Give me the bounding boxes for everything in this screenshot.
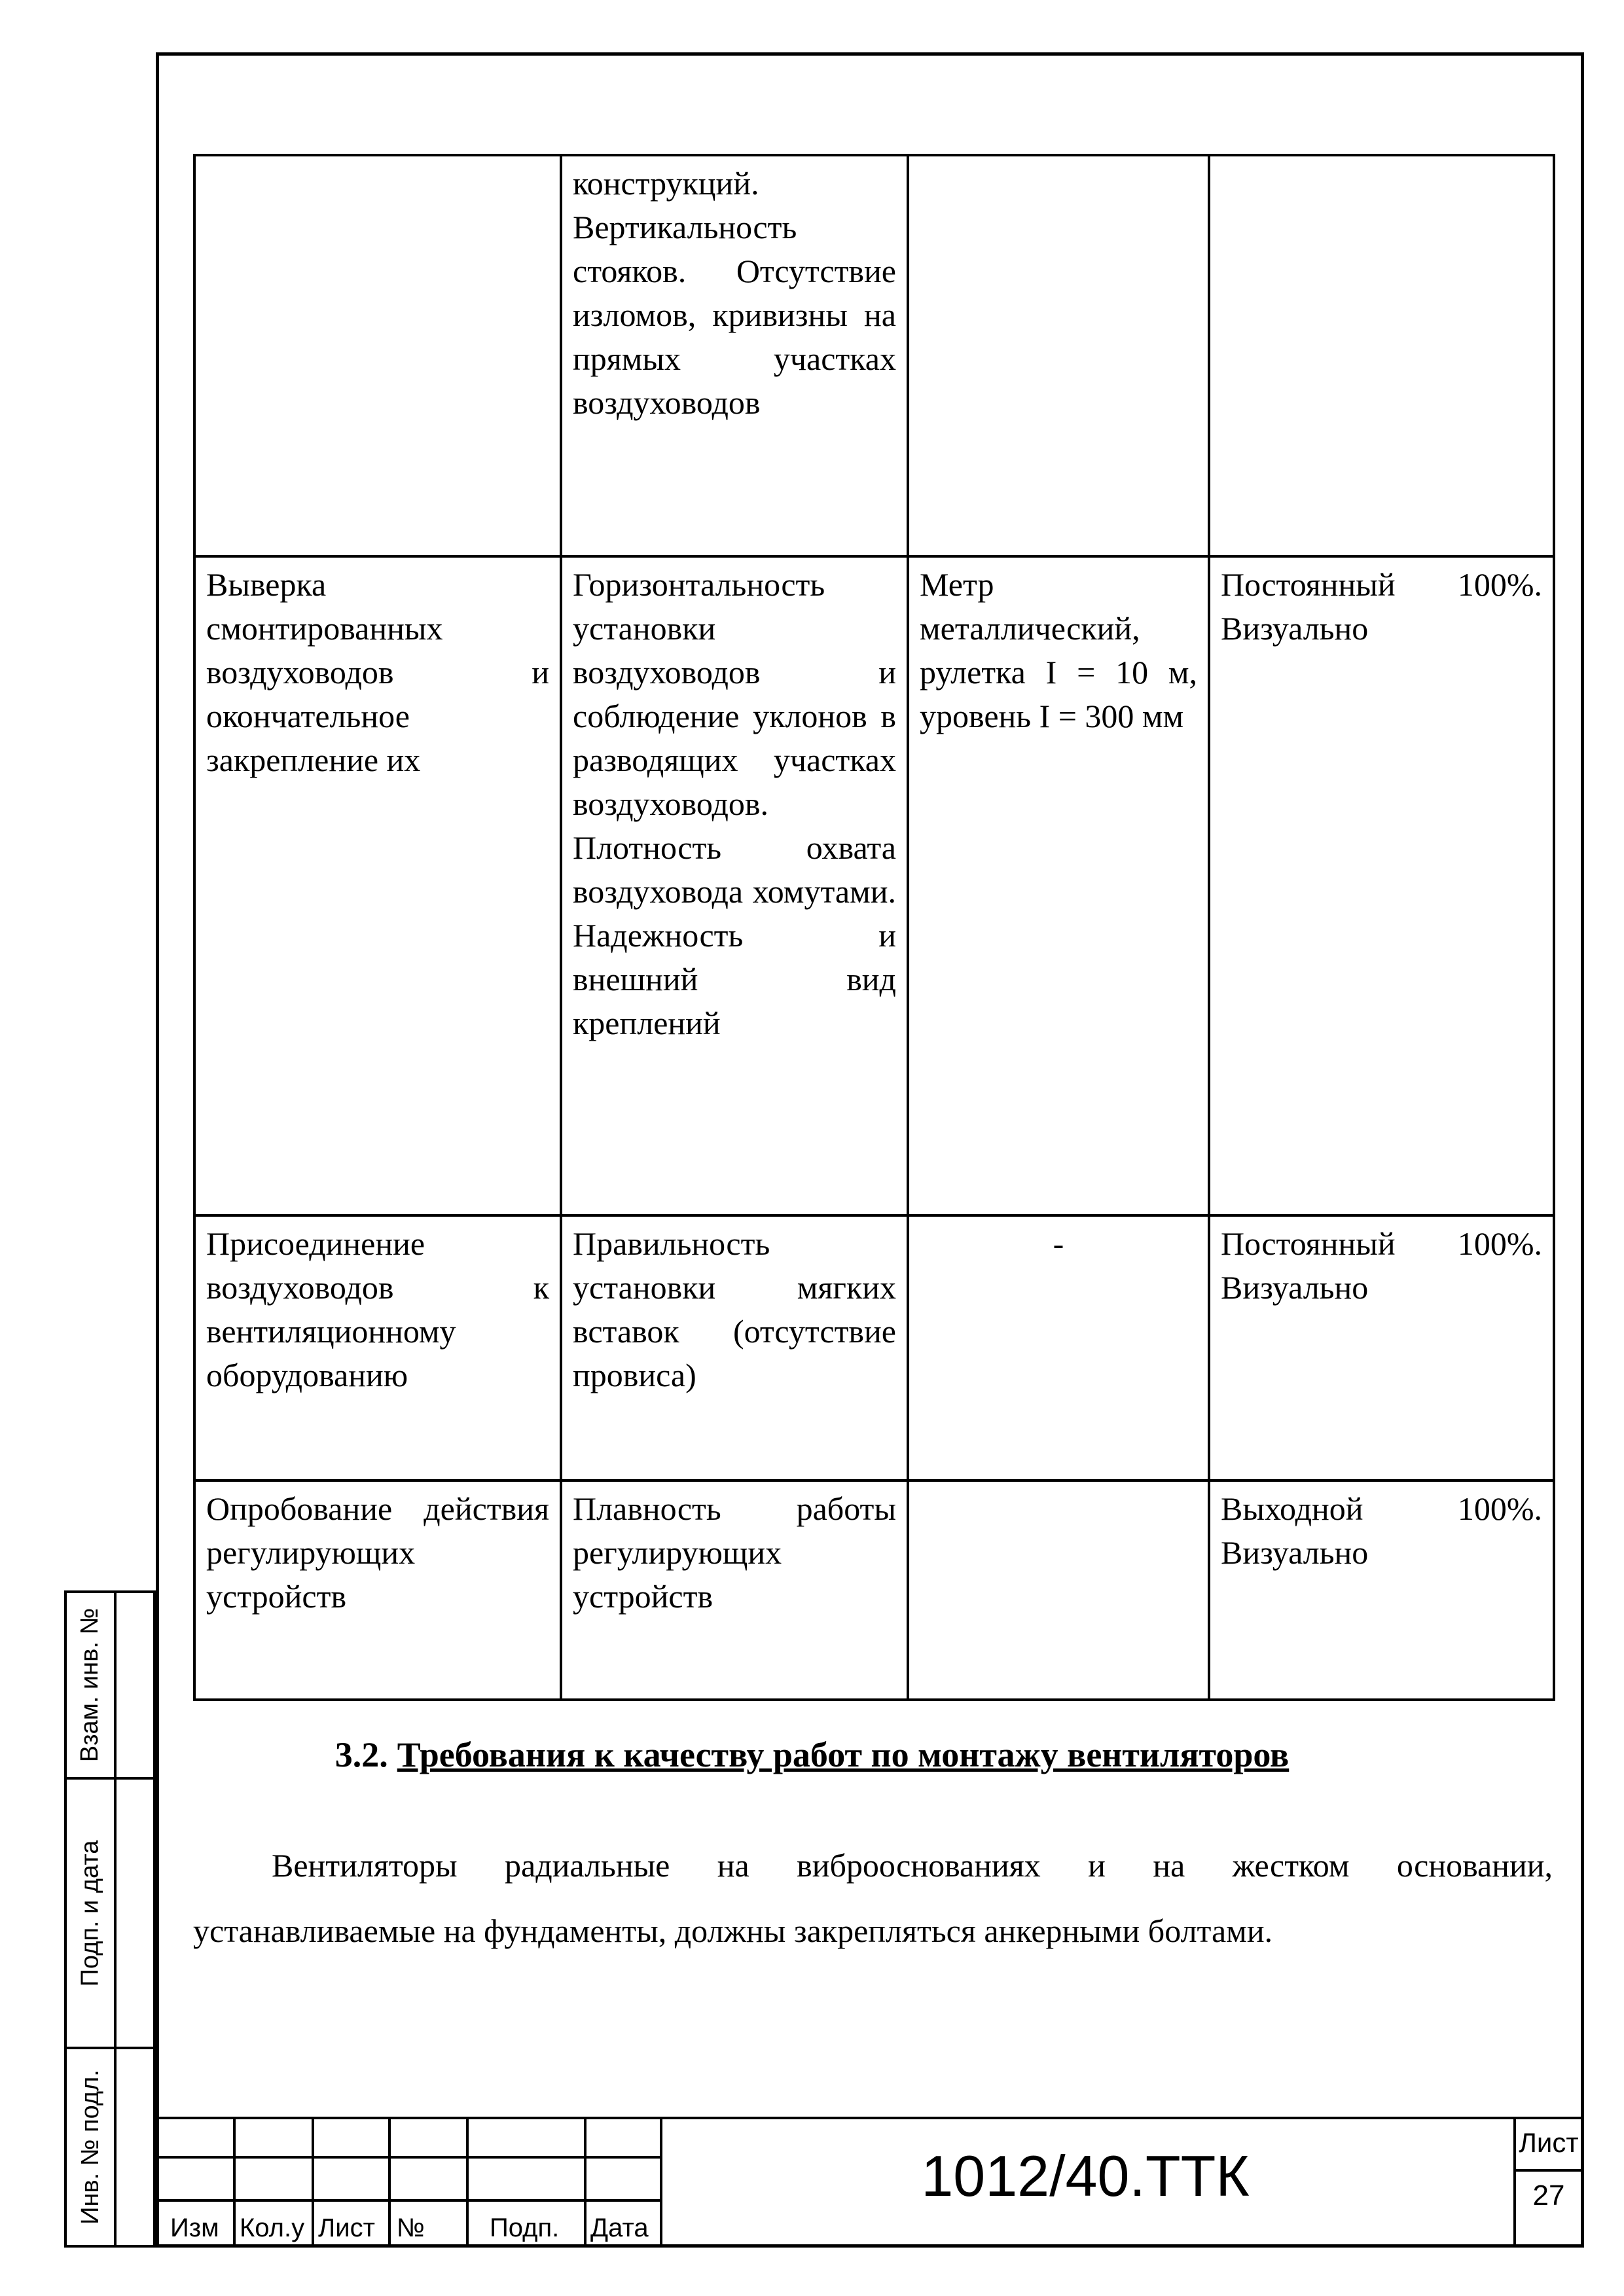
stamp-podp-data-label: Подп. и дата (76, 1840, 104, 1986)
col-kol-label: Кол.у (240, 2214, 305, 2242)
table-row (194, 556, 1554, 1215)
stamp-podp-data (64, 1777, 156, 2049)
stamp-inv-podl-label: Инв. № подл. (76, 2070, 104, 2225)
body-paragraph (193, 1833, 1553, 1964)
tool-cell: - (908, 1215, 1209, 1480)
paragraph-line: Вентиляторы радиальные на виброоснованиях и на жестком основании, (272, 1847, 1553, 1884)
stamp-inv-podl (64, 2047, 156, 2248)
operation-cell: Присоединение воздуховодов к вентиляционному оборудованию (194, 1215, 561, 1480)
control-cell: Постоянный 100%. Визуально (1209, 1215, 1554, 1480)
operation-cell: Опробование действия регулирующих устройств (194, 1480, 561, 1700)
control-cell (1209, 155, 1554, 556)
sheet-label: Лист (1519, 2127, 1579, 2158)
paragraph-line: устанавливаемые на фундаменты, должны закрепляться анкерными болтами. (193, 1912, 1273, 1949)
section-number: 3.2. (334, 1735, 388, 1774)
col-no-label: № (397, 2214, 425, 2242)
operation-cell (194, 155, 561, 556)
tool-cell: Метр металлический, рулетка I = 10 м, уровень I = 300 мм (908, 556, 1209, 1215)
section-heading (0, 1734, 1624, 1775)
table-row (194, 1480, 1554, 1700)
criteria-cell: Плавность работы регулирующих устройств (561, 1480, 908, 1700)
col-podp-label: Подп. (490, 2214, 560, 2242)
table-row (194, 1215, 1554, 1480)
col-list-label: Лист (318, 2214, 375, 2242)
col-data-label: Дата (590, 2214, 649, 2242)
tool-cell (908, 155, 1209, 556)
tool-cell (908, 1480, 1209, 1700)
criteria-cell: Правильность установки мягких вставок (отсутствие провиса) (561, 1215, 908, 1480)
criteria-cell: конструкций. Вертикальность стояков. Отсутствие изломов, кривизны на прямых участках воздуховодов (561, 155, 908, 556)
title-block (156, 2117, 1584, 2248)
quality-control-table (193, 154, 1555, 1701)
table-row (194, 155, 1554, 556)
control-cell: Постоянный 100%. Визуально (1209, 556, 1554, 1215)
section-title: Требования к качеству работ по монтажу вентиляторов (397, 1735, 1290, 1774)
document-code: 1012/40.ТТК (921, 2144, 1250, 2208)
control-cell: Выходной 100%. Визуально (1209, 1480, 1554, 1700)
criteria-cell: Горизонтальность установки воздуховодов и соблюдение уклонов в разводящих участках воздуховодов. Плотность охвата воздуховода хомутами. Надежность и внешний вид креплений (561, 556, 908, 1215)
sheet-number: 27 (1532, 2179, 1565, 2212)
operation-cell: Выверка смонтированных воздуховодов и окончательное закрепление их (194, 556, 561, 1215)
col-izm-label: Изм (170, 2214, 219, 2242)
stamp-vzam-inv-label: Взам. инв. № (76, 1607, 104, 1763)
